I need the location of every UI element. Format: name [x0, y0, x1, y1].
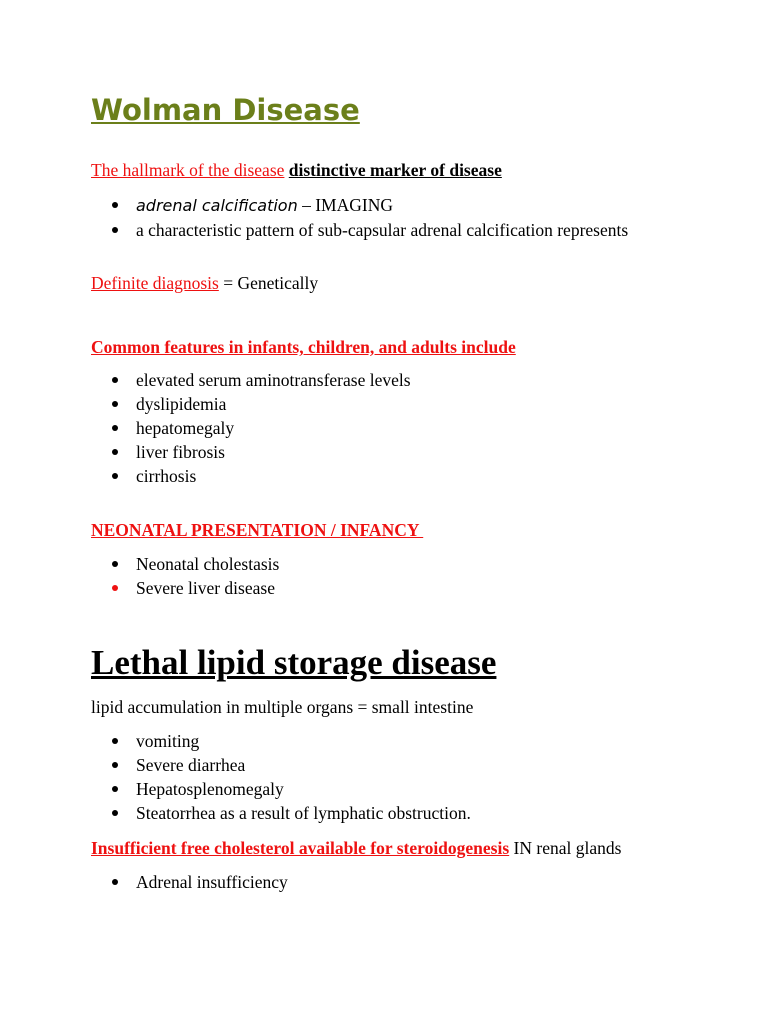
list-item [108, 368, 411, 392]
list-item-text: a characteristic pattern of sub-capsular adrenal calcification represents [136, 220, 629, 240]
hallmark-label: The hallmark of the disease [91, 160, 285, 180]
bullet-icon [112, 762, 118, 768]
list-item [108, 440, 411, 464]
bullet-icon [112, 810, 118, 816]
bullet-icon [112, 202, 118, 208]
list-item [108, 552, 279, 576]
bullet-icon [112, 786, 118, 792]
list-item [108, 729, 471, 753]
insufficient-label: Insufficient free cholesterol available for steroidogenesis [91, 838, 510, 858]
neonatal-heading: NEONATAL PRESENTATION / INFANCY [91, 520, 424, 540]
list-item-text: Adrenal insufficiency [136, 872, 288, 892]
list-item-text: Hepatosplenomegaly [136, 779, 284, 799]
list-item-text: hepatomegaly [136, 418, 235, 438]
page-title: Wolman Disease [91, 93, 360, 127]
list-item-text: Severe liver disease [136, 578, 275, 598]
hallmark-line [91, 158, 502, 182]
bullet-icon [112, 738, 118, 744]
list-item [108, 753, 471, 777]
list-item-text: elevated serum aminotransferase levels [136, 370, 411, 390]
list-item-text: Steatorrhea as a result of lymphatic obstruction. [136, 803, 471, 823]
bullet-icon [112, 449, 118, 455]
list-item-text: liver fibrosis [136, 442, 225, 462]
insufficient-list [108, 870, 288, 894]
hallmark-list [108, 193, 628, 242]
bullet-icon [112, 377, 118, 383]
list-item [108, 777, 471, 801]
list-item [108, 801, 471, 825]
bullet-icon [112, 401, 118, 407]
list-item [108, 416, 411, 440]
hallmark-text: distinctive marker of disease [288, 160, 502, 180]
section-heading-lethal: Lethal lipid storage disease [91, 643, 497, 682]
list-item-text: – IMAGING [297, 195, 394, 215]
list-item [108, 218, 628, 242]
list-item-text: Severe diarrhea [136, 755, 246, 775]
list-item-text: cirrhosis [136, 466, 197, 486]
list-item [108, 193, 628, 218]
diagnosis-text: = Genetically [218, 273, 319, 293]
list-item-text: Neonatal cholestasis [136, 554, 280, 574]
list-item [108, 464, 411, 488]
insufficient-line [91, 836, 621, 860]
bullet-icon [112, 561, 118, 567]
list-item-emphasis: adrenal calcification [136, 196, 298, 215]
bullet-icon [112, 473, 118, 479]
bullet-icon [112, 585, 118, 591]
list-item [108, 576, 279, 600]
bullet-icon [112, 879, 118, 885]
diagnosis-label: Definite diagnosis [91, 273, 219, 293]
bullet-icon [112, 425, 118, 431]
list-item [108, 870, 288, 894]
neonatal-list [108, 552, 279, 600]
list-item-text: vomiting [136, 731, 200, 751]
diagnosis-line [91, 271, 318, 295]
insufficient-text: IN renal glands [509, 838, 622, 858]
bullet-icon [112, 227, 118, 233]
lethal-list [108, 729, 471, 825]
lethal-intro: lipid accumulation in multiple organs = small intestine [91, 697, 474, 717]
list-item [108, 392, 411, 416]
common-features-heading: Common features in infants, children, and adults include [91, 337, 516, 357]
list-item-text: dyslipidemia [136, 394, 227, 414]
common-features-list [108, 368, 411, 488]
